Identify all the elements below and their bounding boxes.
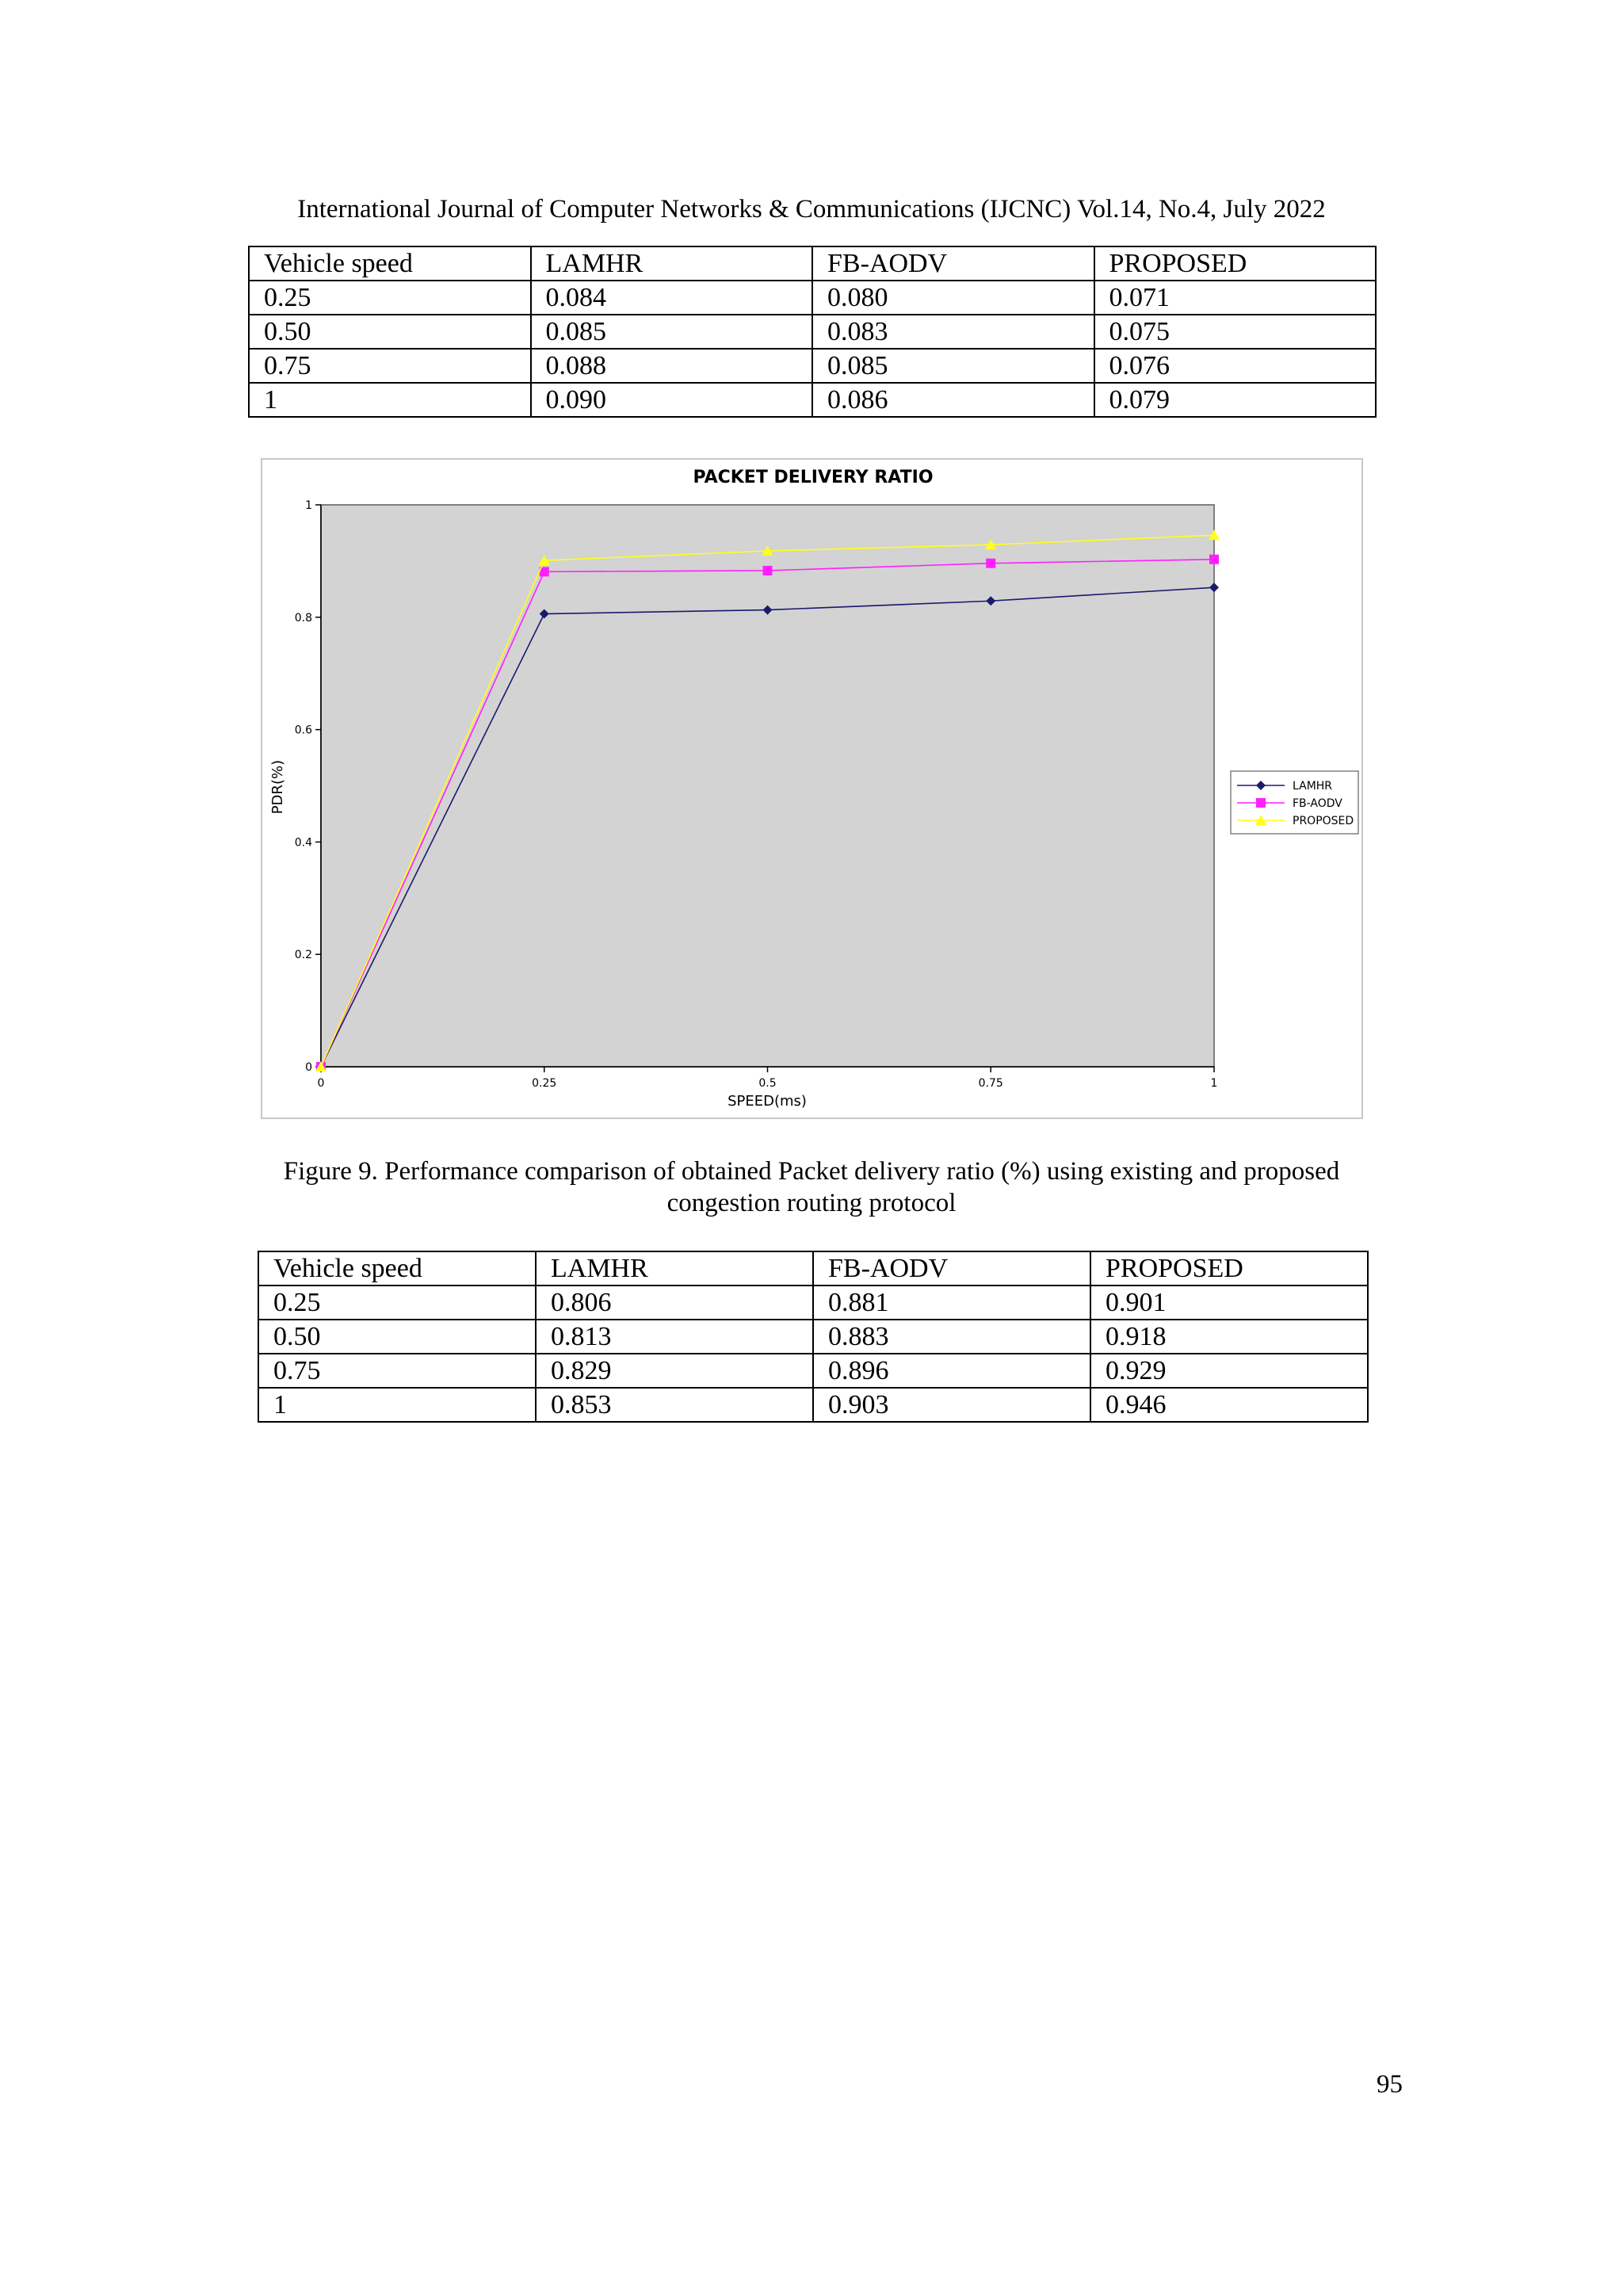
table-cell: 0.806 bbox=[536, 1286, 813, 1320]
pdr-chart bbox=[261, 458, 1363, 1119]
table-cell: 0.088 bbox=[531, 349, 813, 383]
table-cell: PROPOSED bbox=[1094, 246, 1377, 281]
table-cell: 0.903 bbox=[813, 1388, 1090, 1422]
data-point bbox=[1209, 555, 1219, 564]
table-cell: 0.084 bbox=[531, 281, 813, 315]
x-tick-label: 0 bbox=[317, 1077, 325, 1090]
table-cell: 0.75 bbox=[249, 349, 531, 383]
y-tick-label: 1 bbox=[305, 499, 312, 512]
table-cell: 0.079 bbox=[1094, 383, 1377, 417]
x-tick-label: 0.25 bbox=[532, 1077, 557, 1090]
x-axis-label: SPEED(ms) bbox=[727, 1093, 807, 1110]
table-cell: 0.090 bbox=[531, 383, 813, 417]
table-header-row bbox=[258, 1251, 1368, 1286]
table-row bbox=[249, 383, 1376, 417]
table-cell: 0.853 bbox=[536, 1388, 813, 1422]
table-row bbox=[258, 1320, 1368, 1354]
y-tick-label: 0.8 bbox=[294, 611, 312, 625]
table-cell: PROPOSED bbox=[1090, 1251, 1368, 1286]
table-row bbox=[258, 1286, 1368, 1320]
table-cell: 0.901 bbox=[1090, 1286, 1368, 1320]
table-cell: LAMHR bbox=[536, 1251, 813, 1286]
table-cell: 0.946 bbox=[1090, 1388, 1368, 1422]
y-tick-label: 0 bbox=[305, 1061, 312, 1074]
table-cell: 0.813 bbox=[536, 1320, 813, 1354]
table-cell: 0.086 bbox=[812, 383, 1094, 417]
table-cell: Vehicle speed bbox=[258, 1251, 536, 1286]
table-cell: 0.883 bbox=[813, 1320, 1090, 1354]
table-cell: 0.071 bbox=[1094, 281, 1377, 315]
table-cell: 1 bbox=[258, 1388, 536, 1422]
table-cell: 0.083 bbox=[812, 315, 1094, 349]
chart-title: PACKET DELIVERY RATIO bbox=[693, 468, 934, 487]
table-cell: 0.896 bbox=[813, 1354, 1090, 1388]
table-cell: Vehicle speed bbox=[249, 246, 531, 281]
table-cell: 0.25 bbox=[258, 1286, 536, 1320]
data-point bbox=[763, 566, 773, 575]
table-row bbox=[258, 1354, 1368, 1388]
table-cell: 0.75 bbox=[258, 1354, 536, 1388]
table-row bbox=[249, 315, 1376, 349]
table-cell: 0.076 bbox=[1094, 349, 1377, 383]
results-table-top bbox=[248, 246, 1377, 418]
table-cell: 0.085 bbox=[812, 349, 1094, 383]
table-cell: 1 bbox=[249, 383, 531, 417]
figure-caption-line2: congestion routing protocol bbox=[666, 1189, 957, 1217]
y-axis-label: PDR(%) bbox=[269, 759, 286, 815]
table-cell: 0.075 bbox=[1094, 315, 1377, 349]
legend-swatch-marker bbox=[1256, 798, 1266, 808]
figure-caption-line1: Figure 9. Performance comparison of obtained Packet delivery ratio (%) using existing and proposed bbox=[283, 1157, 1340, 1186]
table-cell: 0.50 bbox=[258, 1320, 536, 1354]
legend-label: LAMHR bbox=[1293, 780, 1333, 793]
y-tick-label: 0.2 bbox=[294, 949, 312, 962]
y-tick-label: 0.6 bbox=[294, 724, 312, 737]
table-cell: 0.918 bbox=[1090, 1320, 1368, 1354]
x-axis bbox=[318, 1067, 1218, 1090]
y-tick-label: 0.4 bbox=[294, 836, 312, 850]
table-cell: 0.50 bbox=[249, 315, 531, 349]
legend-label: FB-AODV bbox=[1293, 797, 1342, 810]
x-tick-label: 0.75 bbox=[978, 1077, 1003, 1090]
y-axis bbox=[295, 499, 321, 1074]
table-header-row bbox=[249, 246, 1376, 281]
results-table-bottom bbox=[258, 1251, 1369, 1423]
page-number: 95 bbox=[1377, 2070, 1403, 2099]
chart-legend bbox=[1231, 771, 1358, 834]
table-cell: 0.080 bbox=[812, 281, 1094, 315]
figure-caption bbox=[238, 1156, 1385, 1219]
table-cell: 0.829 bbox=[536, 1354, 813, 1388]
table-cell: FB-AODV bbox=[813, 1251, 1090, 1286]
legend-label: PROPOSED bbox=[1293, 815, 1354, 827]
journal-header: International Journal of Computer Networks & Communications (IJCNC) Vol.14, No.4, July 2022 bbox=[297, 195, 1326, 223]
table-row bbox=[249, 349, 1376, 383]
table-cell: 0.25 bbox=[249, 281, 531, 315]
table-cell: LAMHR bbox=[531, 246, 813, 281]
table-cell: 0.085 bbox=[531, 315, 813, 349]
table-cell: 0.881 bbox=[813, 1286, 1090, 1320]
pdr-chart-svg bbox=[262, 460, 1365, 1121]
x-tick-label: 1 bbox=[1210, 1077, 1218, 1090]
table-row bbox=[249, 281, 1376, 315]
table-cell: FB-AODV bbox=[812, 246, 1094, 281]
plot-area bbox=[321, 505, 1214, 1067]
x-tick-label: 0.5 bbox=[758, 1077, 777, 1090]
table-cell: 0.929 bbox=[1090, 1354, 1368, 1388]
table-row bbox=[258, 1388, 1368, 1422]
data-point bbox=[986, 559, 995, 568]
